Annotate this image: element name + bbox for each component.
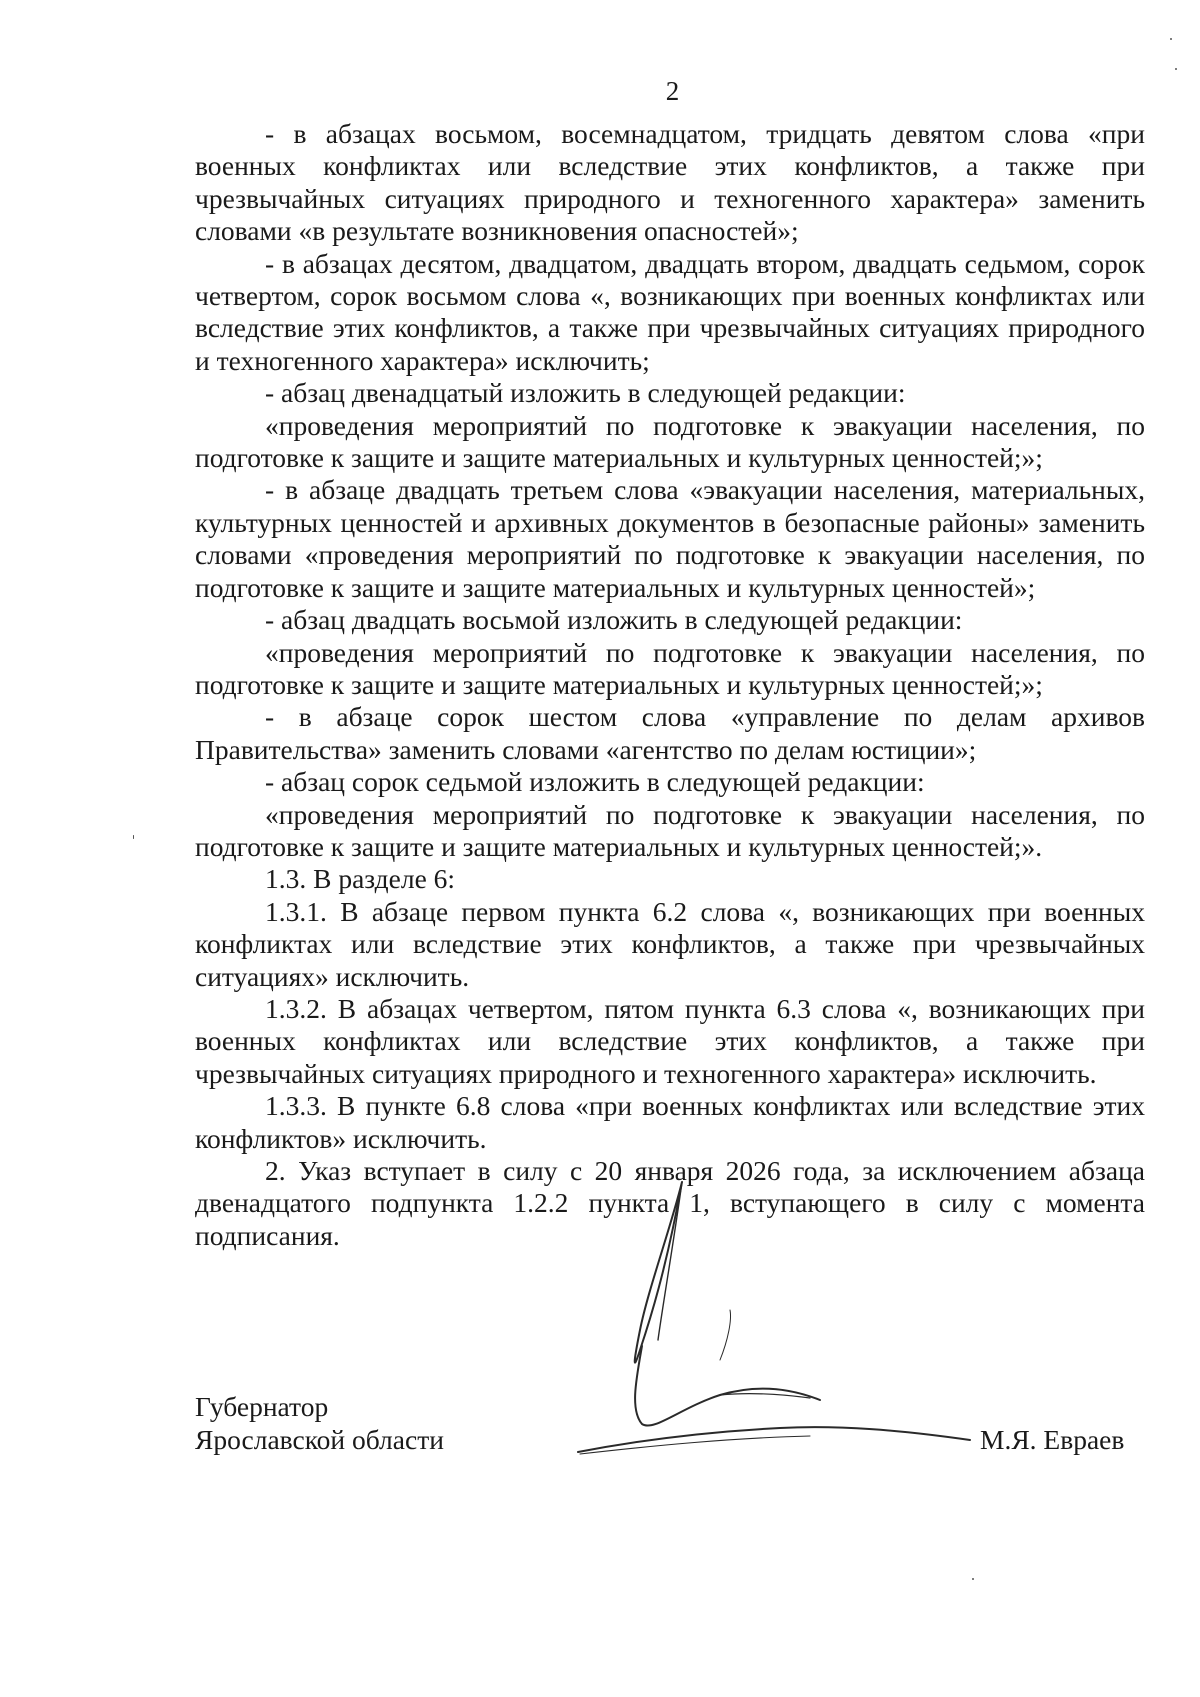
section-heading: 1.3. В разделе 6: (265, 863, 456, 895)
scan-speck (972, 1578, 974, 1580)
paragraph: 1.3.3. В пункте 6.8 слова «при военных конфликтах или вследствие этих конфликтов» исключить. (195, 1090, 1145, 1154)
signatory-title (195, 1390, 444, 1456)
document-body (195, 118, 1145, 1252)
paragraph: 2. Указ вступает в силу с 20 января 2026 года, за исключением абзаца двенадцатого подпункта 1.2.2 пункта 1, вступающего в силу с момента подписания. (195, 1155, 1145, 1251)
signer-name: М.Я. Евраев (980, 1424, 1125, 1455)
signatory-region: Ярославской области (195, 1424, 444, 1455)
paragraph: - абзац двенадцатый изложить в следующей редакции: (265, 377, 906, 409)
paragraph: - в абзацах десятом, двадцатом, двадцать втором, двадцать седьмом, сорок четвертом, сорок восьмом слова «, возникающих при военных конфликтах или вследствие этих конфликтов, а также при чрезвычайных ситуациях природного и техногенного характера» исключить; (195, 247, 1145, 376)
paragraph: «проведения мероприятий по подготовке к эвакуации населения, по подготовке к защите и защите материальных и культурных ценностей;»; (195, 636, 1145, 700)
paragraph: - в абзаце сорок шестом слова «управление по делам архивов Правительства» заменить словами «агентство по делам юстиции»; (195, 701, 1145, 765)
paragraph: «проведения мероприятий по подготовке к эвакуации населения, по подготовке к защите и защите материальных и культурных ценностей;»; (195, 409, 1145, 474)
page-number: 2 (665, 76, 680, 106)
scan-speck (133, 835, 134, 839)
paragraph: - в абзацах восьмом, восемнадцатом, тридцать девятом слова «при военных конфликтах или вследствие этих конфликтов, а также при чрезвычайных ситуациях природного и техногенного характера» заменить словами «в результате возникновения опасностей»; (195, 118, 1145, 247)
paragraph: - в абзаце двадцать третьем слова «эвакуации населения, материальных, культурных ценностей и архивных документов в безопасные районы» заменить словами «проведения мероприятий по подготовке к эвакуации населения, по подготовке к защите и защите материальных и культурных ценностей»; (195, 474, 1145, 603)
scan-speck (1175, 68, 1177, 70)
signatory-position: Губернатор (195, 1391, 329, 1422)
scan-speck (1170, 38, 1172, 40)
paragraph: - абзац двадцать восьмой изложить в следующей редакции: (265, 604, 963, 636)
paragraph: - абзац сорок седьмой изложить в следующей редакции: (265, 766, 925, 798)
paragraph: «проведения мероприятий по подготовке к эвакуации населения, по подготовке к защите и защите материальных и культурных ценностей;». (195, 798, 1145, 862)
paragraph: 1.3.2. В абзацах четвертом, пятом пункта 6.3 слова «, возникающих при военных конфликтах или вследствие этих конфликтов, а также при чрезвычайных ситуациях природного и техногенного характера» исключить. (195, 992, 1145, 1089)
paragraph: 1.3.1. В абзаце первом пункта 6.2 слова «, возникающих при военных конфликтах или вследствие этих конфликтов, а также при чрезвычайных ситуациях» исключить. (195, 895, 1145, 992)
